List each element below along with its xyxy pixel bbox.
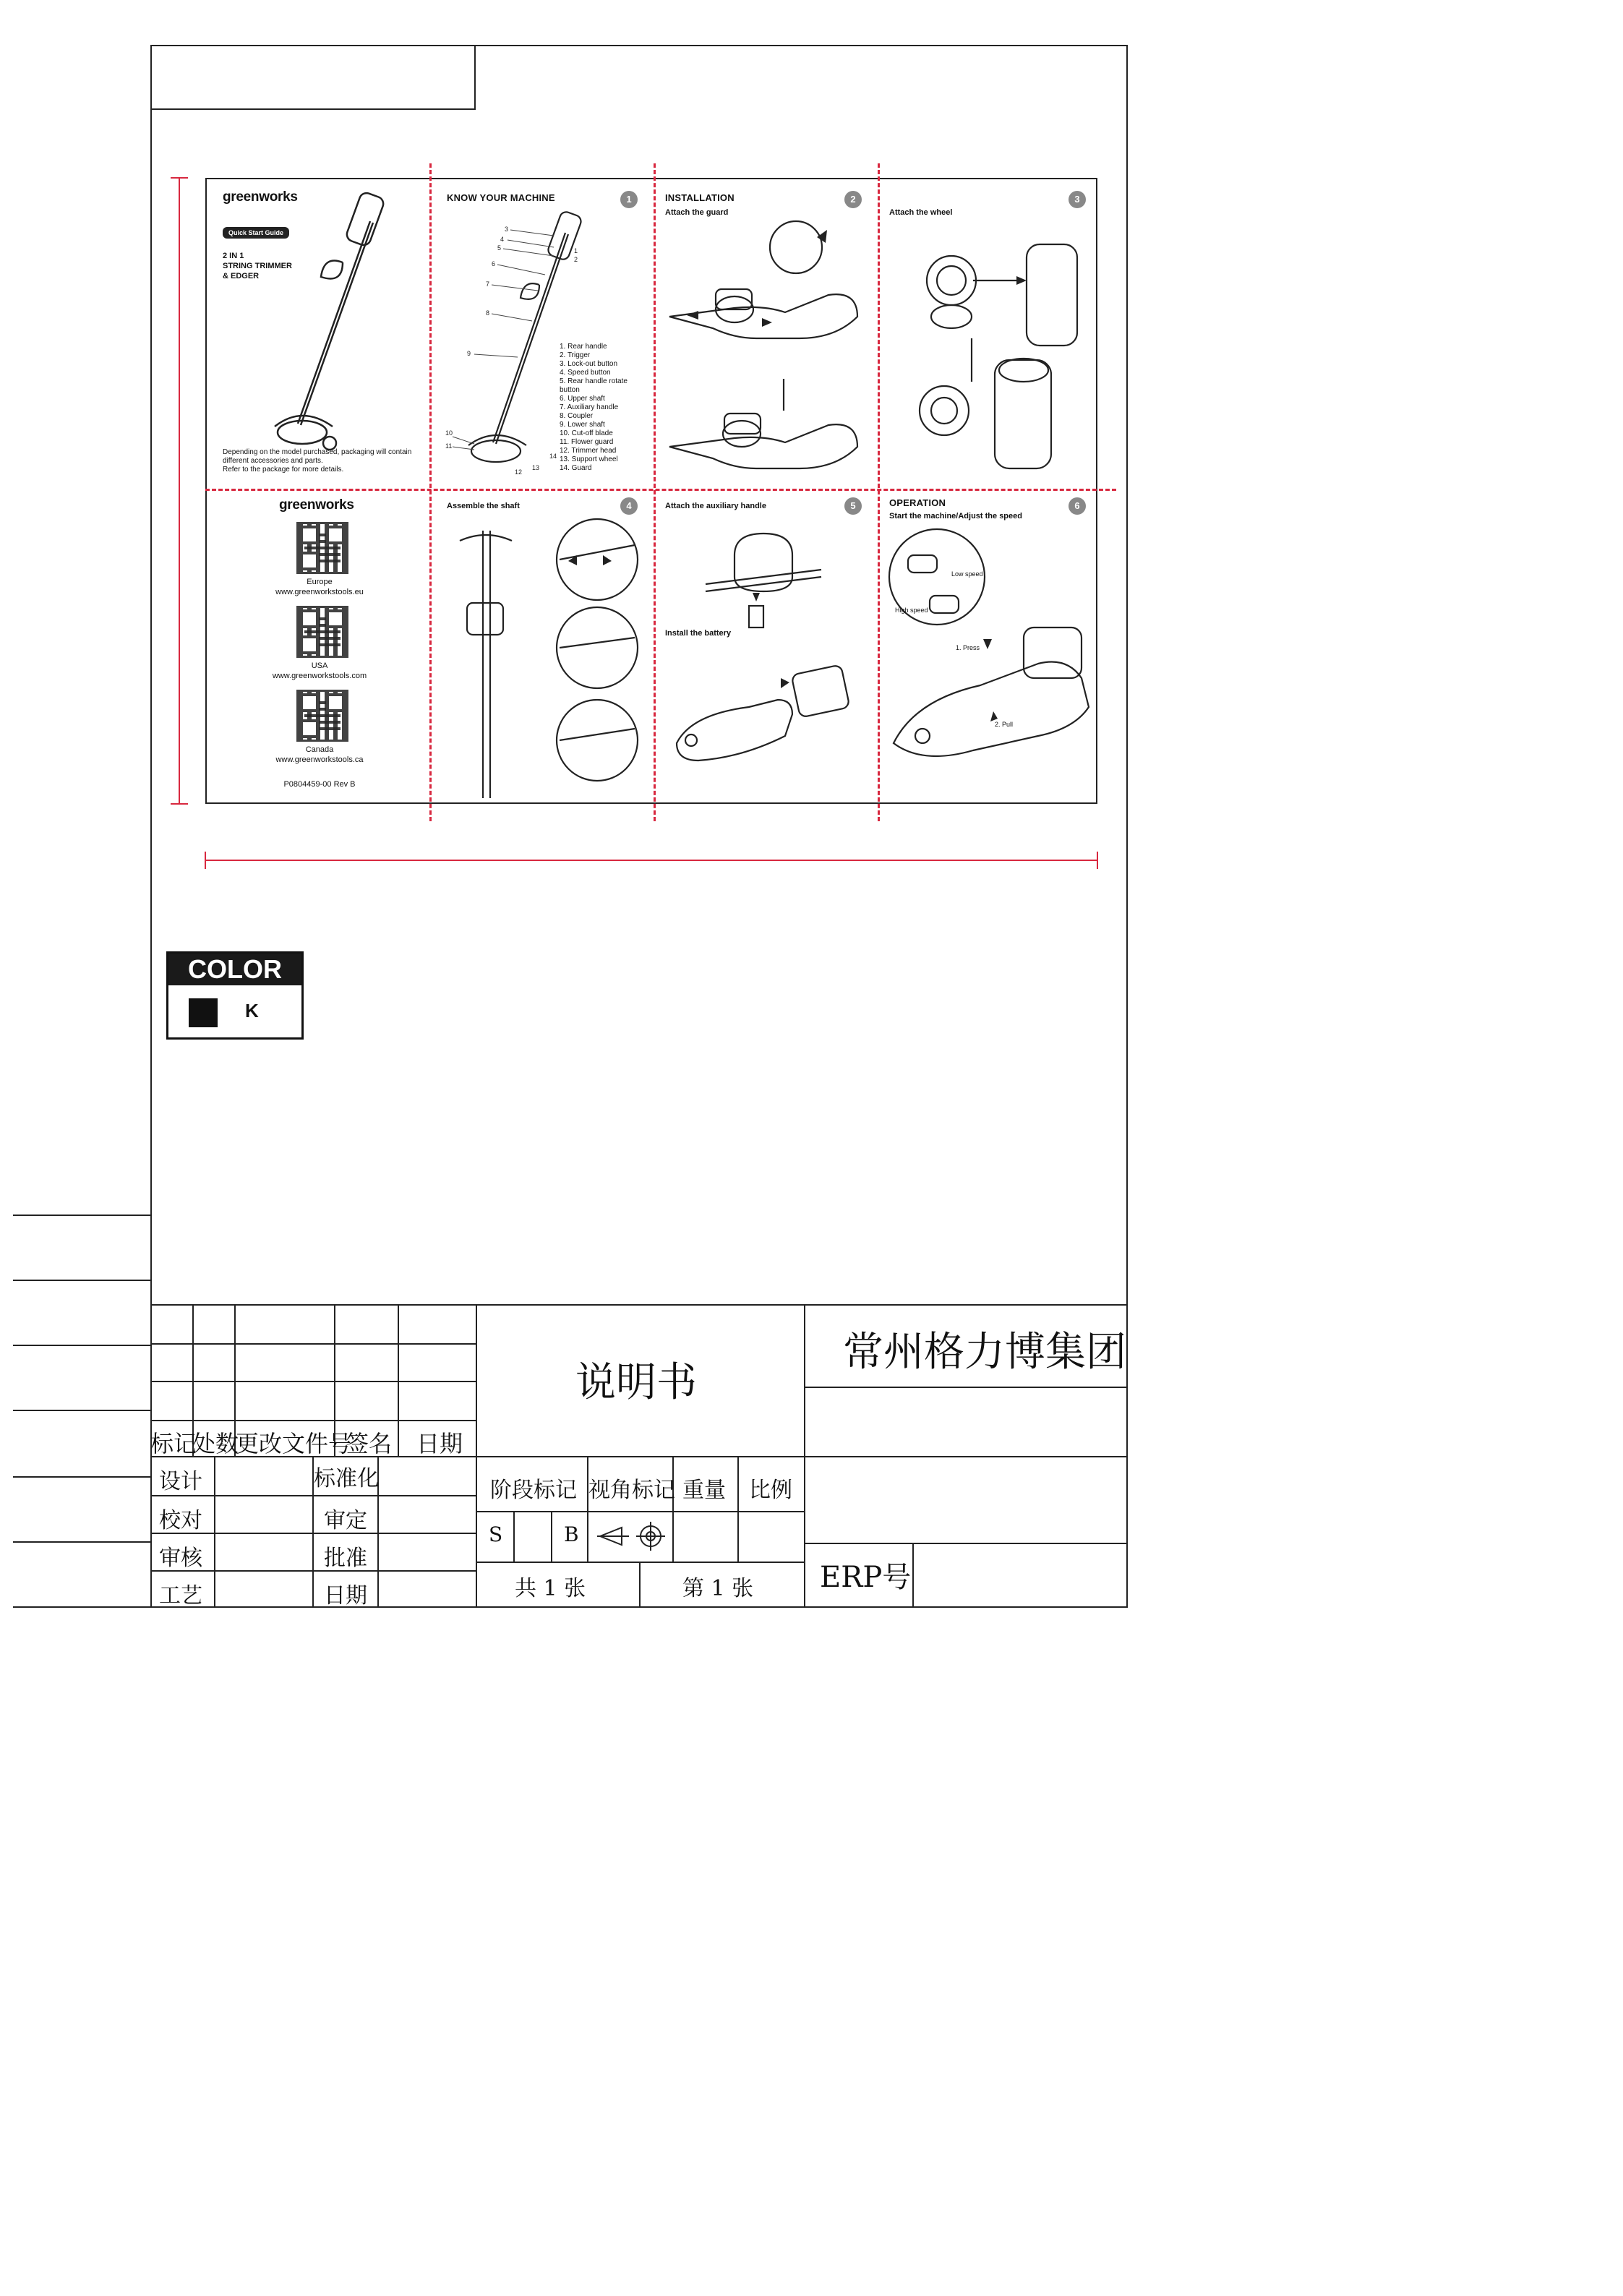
margin-line (13, 1606, 150, 1608)
color-swatch (189, 998, 218, 1027)
panel-websites (207, 490, 431, 805)
role-label: 设计 (159, 1469, 202, 1494)
pull-label: 2. Pull (995, 721, 1014, 728)
panel-assemble-shaft (431, 490, 655, 805)
press-label: 1. Press (956, 644, 980, 651)
panel-subtitle: Install the battery (665, 629, 732, 638)
step-number: 1 (620, 191, 638, 208)
rev-header: 处数 (192, 1430, 239, 1457)
packaging-note: Refer to the package for more details. (223, 466, 344, 474)
erp-label: ERP号 (820, 1561, 912, 1594)
role-label: 校对 (159, 1508, 202, 1533)
panel-cover (207, 179, 431, 490)
panel-subtitle: Assemble the shaft (447, 502, 520, 510)
margin-line (13, 1410, 150, 1411)
svg-text:9: 9 (467, 350, 471, 357)
svg-text:8: 8 (486, 309, 490, 317)
rev-header: 标记 (150, 1430, 197, 1457)
stage-b: B (564, 1522, 579, 1546)
qr-code (296, 522, 348, 574)
region-url: www.greenworkstools.ca (275, 755, 364, 764)
stage-header: 阶段标记 (490, 1478, 577, 1503)
role-label: 审定 (324, 1508, 367, 1533)
part-item: button (560, 386, 580, 394)
margin-line (13, 1280, 150, 1281)
role-label: 日期 (324, 1583, 367, 1609)
part-item: 10. Cut-off blade (560, 429, 613, 437)
projection-symbol-icon (596, 1518, 668, 1554)
company-name: 常州格力博集团 (843, 1329, 1126, 1376)
wheel-illustration (886, 215, 1096, 483)
panel-title: INSTALLATION (665, 192, 735, 203)
packaging-note: Depending on the model purchased, packaging will contain (223, 448, 412, 456)
part-item: 11. Flower guard (560, 438, 614, 446)
panel-subtitle: Attach the guard (665, 208, 729, 217)
brand-logo: greenworks (223, 189, 298, 205)
stage-s: S (489, 1522, 503, 1546)
region-name: Canada (305, 745, 334, 754)
operation-illustration (886, 526, 1096, 801)
step-number: 5 (844, 497, 862, 515)
sheet-total: 共 1 张 (515, 1576, 586, 1601)
margin-line (13, 1345, 150, 1346)
part-item: 6. Upper shaft (560, 395, 605, 403)
low-speed-label: Low speed (951, 570, 983, 578)
qr-code (296, 690, 348, 742)
brand-logo: greenworks (279, 497, 354, 513)
region-url: www.greenworkstools.eu (275, 588, 364, 596)
panel-know-your-machine (431, 179, 655, 490)
stage-header: 视角标记 (588, 1478, 675, 1503)
panel-title: OPERATION (889, 497, 946, 508)
svg-text:3: 3 (505, 226, 509, 233)
svg-text:6: 6 (492, 260, 496, 267)
part-item: 5. Rear handle rotate (560, 377, 628, 385)
margin-line (13, 1215, 150, 1216)
svg-text:14: 14 (549, 453, 557, 460)
color-code: K (245, 1000, 259, 1021)
svg-text:10: 10 (445, 429, 453, 437)
step-number: 6 (1069, 497, 1086, 515)
fold-line (429, 163, 432, 821)
rev-header: 签名 (346, 1430, 393, 1457)
parts-list (560, 343, 628, 473)
svg-text:1: 1 (574, 247, 578, 254)
shaft-illustration (438, 516, 648, 805)
part-item: 3. Lock-out button (560, 360, 618, 368)
part-item: 7. Auxiliary handle (560, 403, 619, 411)
product-title-line: & EDGER (223, 272, 260, 280)
role-label: 标准化 (314, 1466, 379, 1491)
rev-header: 更改文件号 (236, 1430, 352, 1457)
color-heading: COLOR (168, 954, 301, 985)
stage-header: 重量 (682, 1478, 726, 1503)
svg-text:12: 12 (515, 468, 523, 476)
panel-subtitle: Attach the wheel (889, 208, 953, 217)
fold-line (878, 163, 880, 821)
panel-aux-handle-battery (655, 490, 879, 805)
part-item: 13. Support wheel (560, 455, 618, 463)
guard-illustration (662, 208, 872, 483)
svg-text:4: 4 (500, 236, 505, 243)
svg-text:11: 11 (445, 442, 453, 450)
guide-badge: Quick Start Guide (223, 227, 289, 239)
fold-line (205, 489, 1116, 491)
trimmer-illustration (257, 187, 402, 461)
panel-subtitle: Attach the auxiliary handle (665, 502, 766, 510)
stage-header: 比例 (749, 1478, 792, 1503)
step-number: 2 (844, 191, 862, 208)
role-label: 工艺 (159, 1583, 202, 1609)
product-title-line: STRING TRIMMER (223, 262, 292, 270)
margin-line (13, 1541, 150, 1543)
step-number: 4 (620, 497, 638, 515)
high-speed-label: High speed (895, 607, 928, 614)
region-name: Europe (307, 578, 333, 586)
step-number: 3 (1069, 191, 1086, 208)
document-name: 说明书 (575, 1359, 697, 1406)
part-item: 2. Trigger (560, 351, 591, 359)
sheet-number: 第 1 张 (682, 1576, 754, 1601)
margin-line (13, 1476, 150, 1478)
svg-text:5: 5 (497, 244, 502, 252)
panel-operation (879, 490, 1099, 805)
part-item: 8. Coupler (560, 412, 594, 420)
svg-text:7: 7 (486, 280, 490, 288)
panel-attach-wheel (879, 179, 1099, 490)
region-url: www.greenworkstools.com (272, 672, 367, 680)
part-item: 14. Guard (560, 464, 592, 472)
packaging-note: different accessories and parts. (223, 457, 323, 465)
fold-line (654, 163, 656, 821)
product-title-line: 2 IN 1 (223, 252, 244, 260)
panel-attach-guard (655, 179, 879, 490)
panel-subtitle: Start the machine/Adjust the speed (889, 512, 1022, 521)
part-item: 1. Rear handle (560, 343, 607, 351)
part-item: 4. Speed button (560, 369, 611, 377)
region-name: USA (311, 661, 328, 670)
part-item: 9. Lower shaft (560, 421, 605, 429)
handle-battery-illustration (662, 512, 872, 801)
role-label: 批准 (324, 1546, 367, 1571)
quick-start-sheet (205, 178, 1097, 804)
panel-title: KNOW YOUR MACHINE (447, 192, 555, 203)
svg-text:13: 13 (532, 464, 540, 471)
color-spec-box (166, 951, 304, 1040)
rev-header: 日期 (416, 1430, 463, 1457)
qr-code (296, 606, 348, 658)
svg-text:2: 2 (574, 256, 578, 263)
part-item: 12. Trimmer head (560, 447, 617, 455)
role-label: 审核 (159, 1546, 202, 1571)
document-code: P0804459-00 Rev B (283, 780, 356, 789)
